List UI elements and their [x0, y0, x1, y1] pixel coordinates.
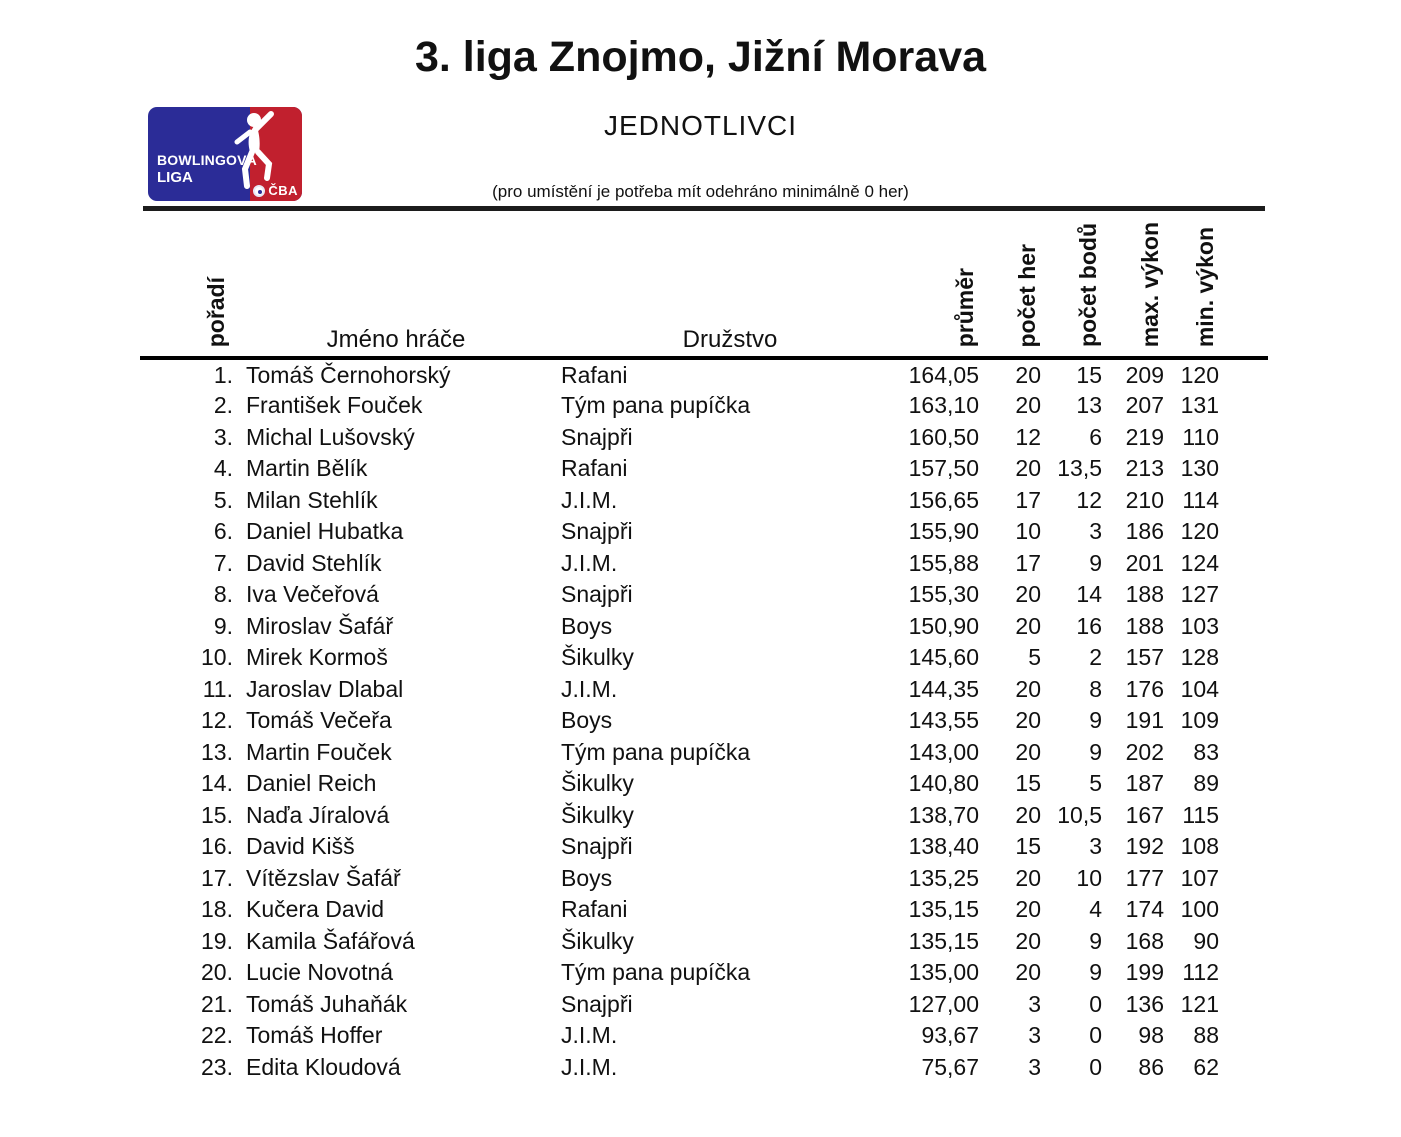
cell-points: 0: [1089, 1022, 1102, 1049]
cell-name: Naďa Jíralová: [246, 801, 390, 828]
cell-min: 128: [1180, 644, 1219, 671]
cell-name: Tomáš Hoffer: [246, 1022, 383, 1049]
cell-max: 167: [1125, 801, 1164, 828]
cell-max: 188: [1125, 581, 1164, 608]
cell-team: Rafani: [561, 455, 628, 482]
cell-team: J.I.M.: [561, 675, 618, 702]
cell-points: 8: [1089, 675, 1102, 702]
cell-name: David Kišš: [246, 833, 355, 860]
cell-games: 20: [1015, 392, 1041, 419]
table-row: [140, 894, 1268, 926]
cell-spacer: [1222, 673, 1268, 705]
cell-rank: 14.: [201, 770, 233, 797]
cell-rank: 10.: [201, 644, 233, 671]
cell-spacer: [1222, 705, 1268, 737]
header-points-label: počet bodů: [1075, 223, 1101, 348]
cell-points: 2: [1089, 644, 1102, 671]
cell-name: Daniel Reich: [246, 770, 377, 797]
cell-games: 3: [1028, 1022, 1041, 1049]
cell-spacer: [1222, 484, 1268, 516]
cell-min: 127: [1180, 581, 1219, 608]
cell-name: Martin Fouček: [246, 738, 392, 765]
header-rank: [140, 222, 237, 358]
cell-spacer: [1222, 736, 1268, 768]
cell-min: 124: [1180, 549, 1219, 576]
cell-min: 104: [1180, 675, 1219, 702]
table-row: [140, 547, 1268, 579]
cell-min: 108: [1180, 833, 1219, 860]
cell-avg: 163,10: [908, 392, 979, 419]
table-row: [140, 988, 1268, 1020]
header-row: [140, 222, 1268, 358]
header-spacer: [1222, 222, 1268, 358]
cell-spacer: [1222, 547, 1268, 579]
cell-games: 15: [1015, 770, 1041, 797]
cell-team: J.I.M.: [561, 1022, 618, 1049]
double-rule-divider: [143, 206, 1265, 211]
cell-avg: 135,25: [908, 864, 979, 891]
cell-team: Boys: [561, 612, 613, 639]
cell-avg: 138,40: [908, 833, 979, 860]
cell-spacer: [1222, 642, 1268, 674]
cell-max: 98: [1138, 1022, 1164, 1049]
cell-avg: 155,30: [908, 581, 979, 608]
cell-games: 20: [1015, 738, 1041, 765]
table-row: [140, 453, 1268, 485]
cell-rank: 11.: [202, 675, 233, 702]
cell-name: Kamila Šafářová: [246, 927, 415, 954]
table-row: [140, 610, 1268, 642]
cell-name: David Stehlík: [246, 549, 382, 576]
cell-avg: 138,70: [908, 801, 979, 828]
cell-spacer: [1222, 799, 1268, 831]
cell-max: 210: [1125, 486, 1164, 513]
cell-rank: 18.: [201, 896, 233, 923]
cell-spacer: [1222, 1020, 1268, 1052]
cell-min: 88: [1193, 1022, 1219, 1049]
cell-max: 209: [1125, 361, 1164, 388]
cell-avg: 157,50: [908, 455, 979, 482]
header-average-label: průměr: [952, 268, 978, 348]
cell-points: 3: [1089, 518, 1102, 545]
cell-avg: 143,00: [908, 738, 979, 765]
cell-team: Snajpři: [561, 423, 633, 450]
cell-max: 191: [1125, 707, 1164, 734]
table-row: [140, 673, 1268, 705]
cell-spacer: [1222, 831, 1268, 863]
logo-line2: LIGA: [157, 169, 193, 186]
header-rank-label: pořadí: [203, 277, 229, 348]
table-row: [140, 799, 1268, 831]
cell-spacer: [1222, 862, 1268, 894]
cell-points: 13,5: [1057, 455, 1102, 482]
cell-points: 9: [1089, 959, 1102, 986]
cell-points: 9: [1089, 707, 1102, 734]
cell-points: 9: [1089, 738, 1102, 765]
cell-avg: 75,67: [921, 1053, 979, 1080]
cell-games: 3: [1028, 1053, 1041, 1080]
cell-team: Tým pana pupíčka: [561, 738, 751, 765]
cell-games: 20: [1015, 361, 1041, 388]
cell-max: 136: [1125, 990, 1164, 1017]
cell-rank: 3.: [213, 423, 233, 450]
cell-spacer: [1222, 421, 1268, 453]
table-row: [140, 484, 1268, 516]
cell-name: Martin Bělík: [246, 455, 368, 482]
cell-team: Šikulky: [561, 927, 634, 954]
cell-games: 20: [1015, 675, 1041, 702]
cell-min: 114: [1182, 486, 1219, 513]
cell-games: 20: [1015, 959, 1041, 986]
cell-team: Rafani: [561, 896, 628, 923]
cell-points: 9: [1089, 549, 1102, 576]
cell-games: 20: [1015, 581, 1041, 608]
cell-spacer: [1222, 768, 1268, 800]
cell-games: 17: [1015, 549, 1041, 576]
cell-max: 174: [1125, 896, 1164, 923]
cell-name: Mirek Kormoš: [246, 644, 388, 671]
standings-table: [140, 222, 1268, 1083]
cell-name: Edita Kloudová: [246, 1053, 401, 1080]
table-row: [140, 736, 1268, 768]
cell-spacer: [1222, 894, 1268, 926]
cell-team: J.I.M.: [561, 486, 618, 513]
table-row: [140, 390, 1268, 422]
cell-avg: 155,88: [908, 549, 979, 576]
cell-points: 0: [1089, 1053, 1102, 1080]
cell-rank: 4.: [213, 455, 233, 482]
cell-avg: 155,90: [908, 518, 979, 545]
cell-rank: 22.: [201, 1022, 233, 1049]
cell-team: J.I.M.: [561, 1053, 618, 1080]
cell-max: 86: [1138, 1053, 1164, 1080]
table-row: [140, 579, 1268, 611]
cell-spacer: [1222, 1051, 1268, 1083]
table-row: [140, 358, 1268, 390]
cell-games: 20: [1015, 455, 1041, 482]
cell-name: Milan Stehlík: [246, 486, 378, 513]
cell-min: 110: [1182, 423, 1219, 450]
cell-max: 187: [1125, 770, 1164, 797]
cell-team: Tým pana pupíčka: [561, 392, 751, 419]
cell-name: Miroslav Šafář: [246, 612, 393, 639]
cell-spacer: [1222, 390, 1268, 422]
table-row: [140, 1051, 1268, 1083]
cell-name: Lucie Novotná: [246, 959, 394, 986]
cell-min: 121: [1180, 990, 1219, 1017]
cell-rank: 7.: [213, 549, 233, 576]
cell-games: 12: [1015, 423, 1041, 450]
cell-rank: 6.: [213, 518, 233, 545]
cell-min: 115: [1182, 801, 1219, 828]
cell-max: 186: [1125, 518, 1164, 545]
cell-avg: 135,15: [908, 927, 979, 954]
cell-rank: 8.: [213, 581, 233, 608]
cell-max: 207: [1125, 392, 1164, 419]
cell-max: 219: [1125, 423, 1164, 450]
cell-min: 109: [1180, 707, 1219, 734]
cell-team: Tým pana pupíčka: [561, 959, 751, 986]
cell-games: 20: [1015, 612, 1041, 639]
header-points-count: [1044, 222, 1105, 358]
cell-rank: 9.: [213, 612, 233, 639]
cell-name: Tomáš Černohorský: [246, 361, 451, 388]
cell-name: Daniel Hubatka: [246, 518, 404, 545]
cell-points: 14: [1076, 581, 1102, 608]
header-max-score: [1105, 222, 1167, 358]
cell-team: Snajpři: [561, 581, 633, 608]
header-min-label: min. výkon: [1192, 227, 1218, 348]
cell-spacer: [1222, 957, 1268, 989]
cell-avg: 164,05: [908, 361, 979, 388]
header-team: Družstvo: [555, 222, 905, 358]
cell-rank: 17.: [201, 864, 233, 891]
cell-games: 20: [1015, 707, 1041, 734]
cell-rank: 16.: [201, 833, 233, 860]
cell-avg: 145,60: [908, 644, 979, 671]
cell-min: 120: [1180, 518, 1219, 545]
cell-games: 15: [1015, 833, 1041, 860]
cell-points: 9: [1089, 927, 1102, 954]
section-subtitle: JEDNOTLIVCI: [603, 110, 798, 141]
cell-points: 13: [1076, 392, 1102, 419]
cell-rank: 13.: [201, 738, 233, 765]
cell-min: 100: [1180, 896, 1219, 923]
cell-min: 62: [1193, 1053, 1219, 1080]
cell-spacer: [1222, 610, 1268, 642]
table-row: [140, 831, 1268, 863]
cell-min: 83: [1193, 738, 1219, 765]
cba-badge-label: ČBA: [268, 183, 298, 198]
cell-games: 3: [1028, 990, 1041, 1017]
cell-avg: 144,35: [908, 675, 979, 702]
cell-name: Kučera David: [246, 896, 385, 923]
page-title: 3. liga Znojmo, Jižní Morava: [414, 33, 987, 81]
cell-min: 90: [1193, 927, 1219, 954]
cell-points: 0: [1089, 990, 1102, 1017]
cell-spacer: [1222, 453, 1268, 485]
cell-max: 202: [1125, 738, 1164, 765]
cell-games: 20: [1015, 864, 1041, 891]
placement-note: (pro umístění je potřeba mít odehráno minimálně 0 her): [492, 182, 909, 201]
cell-max: 201: [1125, 549, 1164, 576]
cell-team: Šikulky: [561, 770, 634, 797]
cell-avg: 143,55: [908, 707, 979, 734]
header-min-score: [1167, 222, 1222, 358]
cell-name: František Fouček: [246, 392, 423, 419]
cell-name: Michal Lušovský: [246, 423, 415, 450]
cell-max: 177: [1125, 864, 1164, 891]
cell-rank: 5.: [213, 486, 233, 513]
logo-line1: BOWLINGOVÁ: [157, 152, 257, 168]
cell-max: 188: [1125, 612, 1164, 639]
cell-rank: 19.: [201, 927, 233, 954]
table-row: [140, 925, 1268, 957]
table-row: [140, 642, 1268, 674]
cell-min: 107: [1180, 864, 1219, 891]
cell-name: Jaroslav Dlabal: [246, 675, 404, 702]
table-row: [140, 957, 1268, 989]
cell-team: Šikulky: [561, 644, 634, 671]
cell-points: 16: [1076, 612, 1102, 639]
table-row: [140, 516, 1268, 548]
cell-min: 89: [1193, 770, 1219, 797]
table-row: [140, 1020, 1268, 1052]
cell-rank: 23.: [201, 1053, 233, 1080]
cell-rank: 2.: [213, 392, 233, 419]
cell-name: Tomáš Večeřa: [246, 707, 392, 734]
cell-team: Boys: [561, 864, 613, 891]
cell-points: 3: [1089, 833, 1102, 860]
cell-min: 131: [1180, 392, 1219, 419]
header-max-label: max. výkon: [1137, 222, 1163, 348]
cell-avg: 135,00: [908, 959, 979, 986]
cell-min: 120: [1180, 361, 1219, 388]
cell-games: 10: [1015, 518, 1041, 545]
cell-points: 6: [1089, 423, 1102, 450]
cell-team: Snajpři: [561, 833, 633, 860]
cell-team: Rafani: [561, 361, 628, 388]
cell-team: Snajpři: [561, 518, 633, 545]
cell-games: 5: [1028, 644, 1041, 671]
cell-max: 168: [1125, 927, 1164, 954]
cell-name: Vítězslav Šafář: [246, 864, 401, 891]
cell-games: 20: [1015, 801, 1041, 828]
cell-spacer: [1222, 516, 1268, 548]
cell-name: Iva Večeřová: [246, 581, 379, 608]
cell-points: 10: [1076, 864, 1102, 891]
cell-points: 10,5: [1057, 801, 1102, 828]
cell-games: 17: [1015, 486, 1041, 513]
cell-avg: 150,90: [908, 612, 979, 639]
cell-name: Tomáš Juhaňák: [246, 990, 408, 1017]
cell-rank: 15.: [201, 801, 233, 828]
table-row: [140, 705, 1268, 737]
cell-spacer: [1222, 358, 1268, 390]
cell-spacer: [1222, 579, 1268, 611]
cell-points: 4: [1089, 896, 1102, 923]
cell-avg: 160,50: [908, 423, 979, 450]
cell-points: 15: [1076, 361, 1102, 388]
standings-body: [140, 358, 1268, 1083]
cell-points: 12: [1076, 486, 1102, 513]
cell-max: 192: [1125, 833, 1164, 860]
cell-max: 213: [1125, 455, 1164, 482]
cell-points: 5: [1089, 770, 1102, 797]
cell-avg: 140,80: [908, 770, 979, 797]
cell-team: Boys: [561, 707, 613, 734]
cell-avg: 135,15: [908, 896, 979, 923]
cell-team: Šikulky: [561, 801, 634, 828]
header-average: [905, 222, 982, 358]
table-row: [140, 768, 1268, 800]
cell-min: 103: [1180, 612, 1219, 639]
cell-avg: 93,67: [921, 1022, 979, 1049]
cell-rank: 21.: [201, 990, 233, 1017]
standings-table-wrap: [140, 222, 1268, 1083]
cell-max: 157: [1125, 644, 1164, 671]
cell-avg: 156,65: [908, 486, 979, 513]
table-row: [140, 421, 1268, 453]
header-player-name: Jméno hráče: [237, 222, 555, 358]
cell-max: 176: [1125, 675, 1164, 702]
header-games-count: [982, 222, 1044, 358]
cell-rank: 1.: [213, 361, 233, 388]
table-row: [140, 862, 1268, 894]
cell-team: J.I.M.: [561, 549, 618, 576]
cell-team: Snajpři: [561, 990, 633, 1017]
cell-avg: 127,00: [908, 990, 979, 1017]
cell-rank: 20.: [201, 959, 233, 986]
cell-spacer: [1222, 988, 1268, 1020]
cell-min: 130: [1180, 455, 1219, 482]
cell-games: 20: [1015, 927, 1041, 954]
cell-rank: 12.: [201, 707, 233, 734]
cell-max: 199: [1125, 959, 1164, 986]
cell-spacer: [1222, 925, 1268, 957]
cell-min: 112: [1182, 959, 1219, 986]
header-games-label: počet her: [1014, 243, 1040, 348]
cell-games: 20: [1015, 896, 1041, 923]
